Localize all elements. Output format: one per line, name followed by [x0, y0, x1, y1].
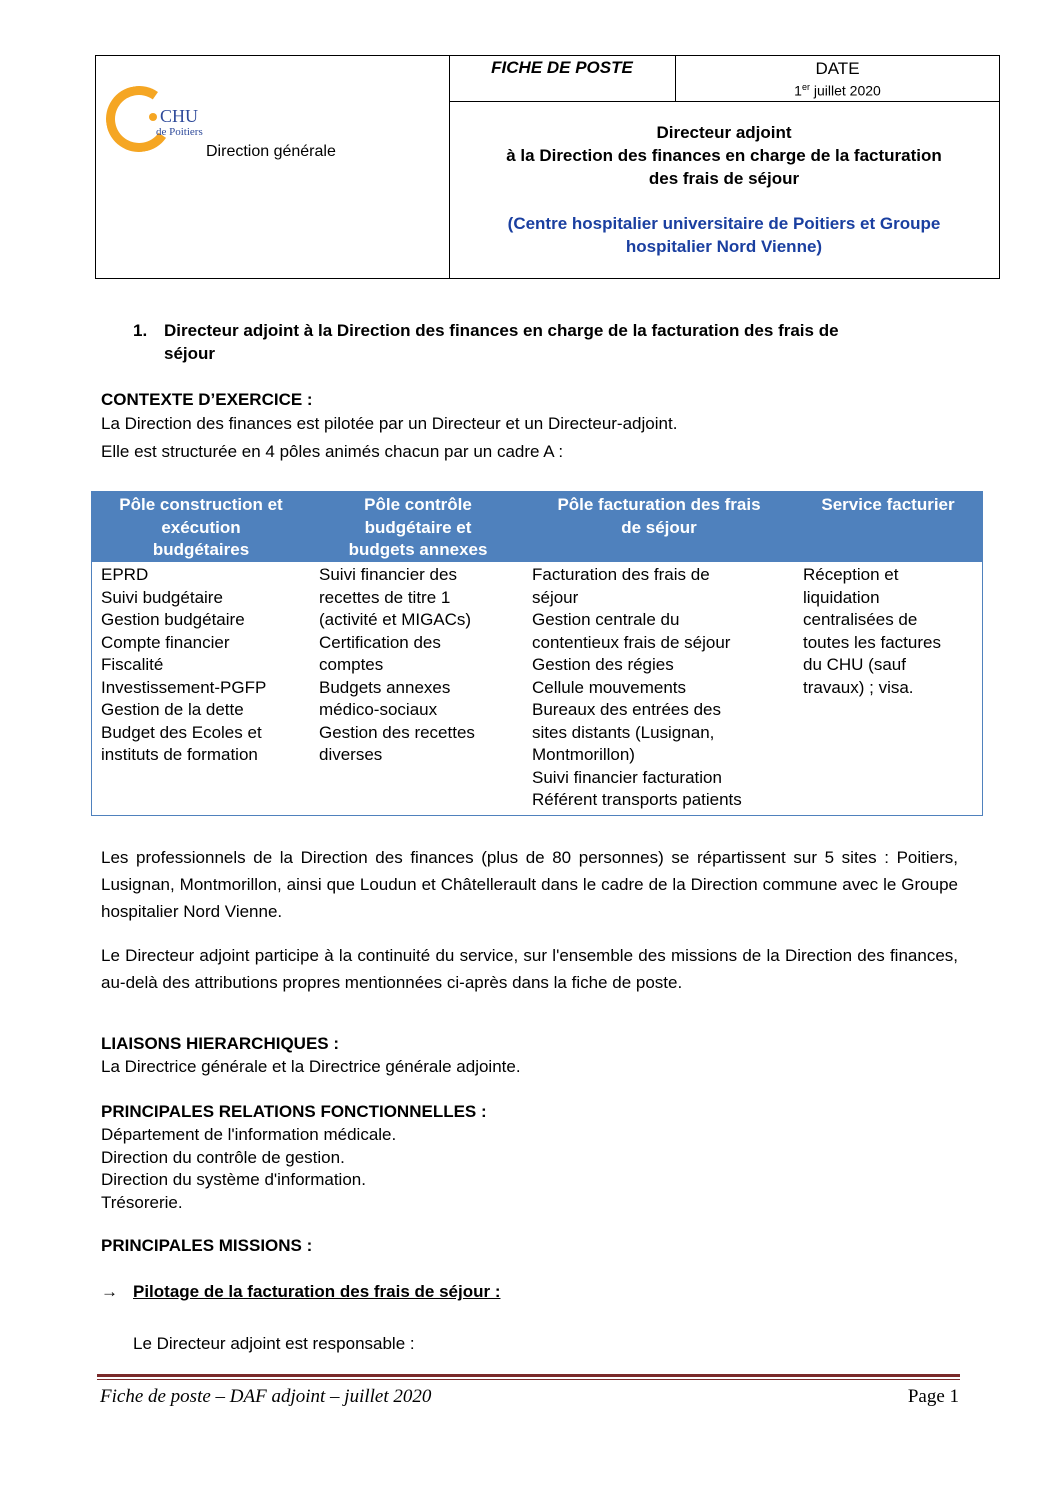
- header-line: Pôle contrôle: [364, 495, 472, 514]
- table-cell-line: Budgets annexes: [319, 677, 451, 697]
- table-cell-line: Gestion des recettes: [319, 722, 475, 742]
- table-cell-line: EPRD: [101, 565, 149, 584]
- section-heading: [133, 320, 963, 365]
- table-column: [803, 564, 941, 699]
- chu-logo: [106, 86, 216, 166]
- header-line: budgétaires: [152, 540, 250, 559]
- table-cell-line: Suivi financier facturation: [532, 767, 722, 787]
- date-rest: juillet 2020: [809, 82, 881, 99]
- header-line: Pôle construction et: [119, 495, 283, 514]
- table-cell-line: recettes de titre 1: [319, 587, 451, 607]
- table-cell-line: diverses: [319, 745, 383, 764]
- liaisons-heading: LIAISONS HIERARCHIQUES :: [101, 1034, 340, 1053]
- table-cell-line: Montmorillon): [532, 745, 635, 764]
- table-header-cell: [797, 494, 979, 517]
- missions-intro: Le Directeur adjoint est responsable :: [133, 1334, 415, 1353]
- table-cell-line: séjour: [532, 587, 579, 607]
- table-header-cell: [94, 494, 308, 562]
- paragraph-sites: Les professionnels de la Direction des finances (plus de 80 personnes) se répartissent sur 5 sites : Poitiers, Lusignan, Montmorillon, ainsi que Loudun et Châtellerault dans le cadre de la Direction commune avec le Groupe hospitalier Nord Vienne.: [101, 848, 958, 921]
- section-title-line1: Directeur adjoint à la Direction des finances en charge de la facturation des frais de: [164, 321, 839, 340]
- logo-dot-icon: [149, 113, 157, 121]
- table-cell-line: Gestion centrale du: [532, 610, 680, 629]
- table-header-cell: [528, 494, 790, 539]
- table-header: [92, 492, 982, 562]
- table-cell-line: travaux) ; visa.: [803, 677, 914, 697]
- header-box: [95, 55, 1000, 279]
- header-left-cell: [96, 56, 450, 278]
- contexte-line2: Elle est structurée en 4 pôles animés chacun par un cadre A :: [101, 442, 564, 461]
- job-title: [449, 102, 999, 278]
- header-line: Pôle facturation des frais: [557, 495, 761, 514]
- table-cell-line: liquidation: [803, 587, 880, 607]
- table-cell-line: Cellule mouvements: [532, 677, 687, 697]
- table-column: [319, 564, 475, 767]
- job-subtitle: [449, 212, 999, 258]
- table-cell-line: Gestion des régies: [532, 655, 674, 674]
- logo-subtext: de Poitiers: [156, 126, 203, 138]
- header-line: exécution: [161, 517, 241, 537]
- table-cell-line: Référent transports patients: [532, 790, 742, 809]
- header-line: de séjour: [621, 517, 697, 537]
- job-subtitle-line: hospitalier Nord Vienne): [625, 237, 823, 256]
- table-cell-line: Fiscalité: [101, 655, 164, 674]
- job-title-line: à la Direction des finances en charge de la facturation: [506, 146, 942, 165]
- table-column: [101, 564, 266, 767]
- table-column: [532, 564, 742, 812]
- table-cell-line: médico-sociaux: [319, 700, 438, 719]
- section-number: 1.: [133, 321, 148, 340]
- poles-table: [91, 491, 983, 816]
- table-cell-line: sites distants (Lusignan,: [532, 722, 715, 742]
- list-item: Direction du système d'information.: [101, 1170, 366, 1189]
- table-header-cell: [314, 494, 522, 562]
- relations-heading: PRINCIPALES RELATIONS FONCTIONNELLES :: [101, 1102, 487, 1121]
- department-label: Direction générale: [206, 143, 336, 160]
- table-cell-line: Suivi financier des: [319, 565, 457, 584]
- footer-title: Fiche de poste – DAF adjoint – juillet 2020: [100, 1386, 432, 1407]
- list-item: Direction du contrôle de gestion.: [101, 1147, 345, 1167]
- list-item: Département de l'information médicale.: [101, 1125, 397, 1144]
- table-cell-line: toutes les factures: [803, 632, 941, 652]
- arrow-icon: →: [101, 1282, 118, 1301]
- table-cell-line: Certification des: [319, 632, 441, 652]
- date-value: [676, 82, 999, 99]
- job-title-line: des frais de séjour: [648, 169, 800, 188]
- date-cell: [676, 56, 999, 102]
- table-cell-line: Suivi budgétaire: [101, 587, 223, 607]
- date-day: 1: [794, 82, 802, 99]
- footer-rule-thin: [97, 1379, 960, 1380]
- date-sup: er: [801, 82, 810, 92]
- table-cell-line: Réception et: [803, 565, 899, 584]
- section-title-line2: séjour: [164, 343, 216, 363]
- table-cell-line: Budget des Ecoles et: [101, 722, 262, 742]
- table-cell-line: centralisées de: [803, 610, 918, 629]
- header-line: Service facturier: [821, 495, 955, 514]
- table-cell-line: du CHU (sauf: [803, 655, 906, 674]
- table-cell-line: Bureaux des entrées des: [532, 700, 722, 719]
- footer-rule: [97, 1374, 960, 1377]
- logo-text: CHU: [160, 106, 199, 126]
- page-number: Page 1: [907, 1386, 959, 1407]
- table-cell-line: (activité et MIGACs): [319, 610, 472, 629]
- liaisons-text: La Directrice générale et la Directrice générale adjointe.: [101, 1057, 521, 1076]
- job-title-line: Directeur adjoint: [656, 123, 792, 142]
- table-cell-line: contentieux frais de séjour: [532, 632, 731, 652]
- relations-list: [101, 1124, 396, 1214]
- missions-heading: PRINCIPALES MISSIONS :: [101, 1236, 313, 1255]
- missions-subheading: Pilotage de la facturation des frais de séjour :: [133, 1282, 501, 1301]
- table-cell-line: Gestion de la dette: [101, 700, 244, 719]
- contexte-heading: CONTEXTE D’EXERCICE :: [101, 390, 313, 409]
- table-cell-line: comptes: [319, 655, 384, 674]
- header-line: budgétaire et: [364, 517, 472, 537]
- job-subtitle-line: (Centre hospitalier universitaire de Poitiers et Groupe: [507, 214, 941, 233]
- paragraph-continuite: Le Directeur adjoint participe à la continuité du service, sur l'ensemble des missions de la Direction des finances, au-delà des attributions propres mentionnées ci-après dans la fiche de poste.: [101, 946, 958, 992]
- table-cell-line: Compte financier: [101, 632, 230, 652]
- doc-type-label: FICHE DE POSTE: [449, 56, 676, 102]
- contexte-line1: La Direction des finances est pilotée par un Directeur et un Directeur-adjoint.: [101, 414, 678, 433]
- date-label: DATE: [815, 59, 860, 78]
- list-item: Trésorerie.: [101, 1192, 183, 1212]
- header-line: budgets annexes: [348, 540, 488, 559]
- table-cell-line: Gestion budgétaire: [101, 610, 245, 629]
- table-cell-line: Investissement-PGFP: [101, 677, 267, 697]
- table-cell-line: instituts de formation: [101, 745, 258, 764]
- table-cell-line: Facturation des frais de: [532, 565, 710, 584]
